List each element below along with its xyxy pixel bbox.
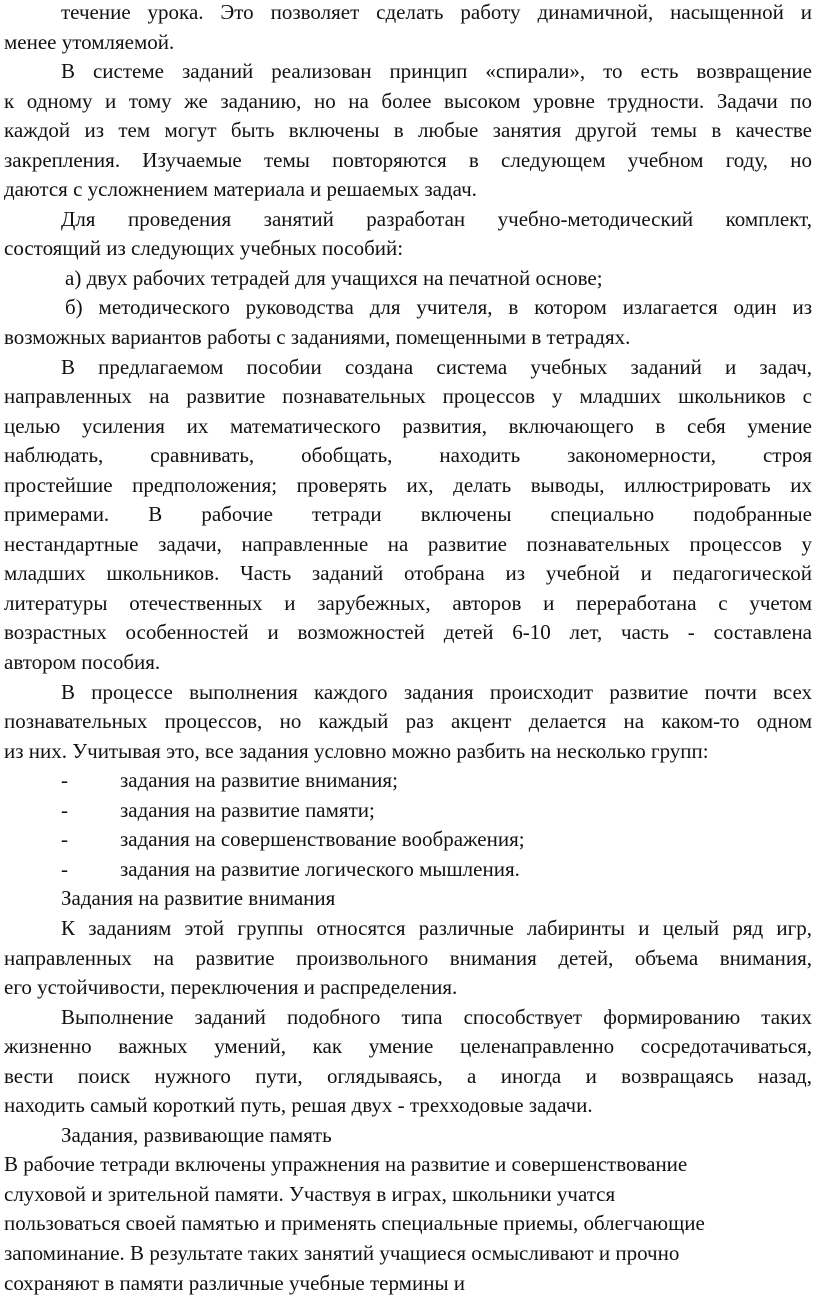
text-line: жизненно важных умений, как умение целенаправленно сосредотачиваться,	[4, 1034, 812, 1059]
text-line: течение урока. Это позволяет сделать работу динамичной, насыщенной и	[61, 0, 812, 24]
text-line: автором пособия.	[4, 650, 161, 675]
text-line: нестандартные задачи, направленные на развитие познавательных процессов у	[4, 531, 812, 556]
list-line: б) методического руководства для учителя, в котором излагается один из	[65, 295, 812, 320]
text-line: примерами. В рабочие тетради включены специально подобранные	[4, 502, 812, 527]
text-line: В рабочие тетради включены упражнения на развитие и совершенствование	[4, 1152, 688, 1177]
text-line: даются с усложнением материала и решаемых задач.	[4, 177, 477, 202]
text-line: менее утомляемой.	[4, 29, 175, 54]
list-item-text: задания на развитие памяти;	[120, 797, 375, 822]
text-line: Выполнение заданий подобного типа способствует формированию таких	[61, 1004, 812, 1029]
list-line: а) двух рабочих тетрадей для учащихся на печатной основе;	[65, 265, 603, 290]
list-dash: -	[61, 856, 68, 881]
list-item-text: задания на развитие логического мышления.	[120, 856, 520, 881]
text-line: целью усиления их математического развития, включающего в себя умение	[4, 413, 812, 438]
text-line: В системе заданий реализован принцип «спирали», то есть возвращение	[61, 59, 812, 84]
text-line: возрастных особенностей и возможностей детей 6-10 лет, часть - составлена	[4, 620, 812, 645]
text-line: каждой из тем могут быть включены в любые занятия другой темы в качестве	[4, 118, 812, 143]
list-item	[4, 855, 812, 885]
list-item	[4, 825, 812, 855]
text-line: пользоваться своей памятью и применять специальные приемы, облегчающие	[4, 1211, 705, 1236]
text-line: закрепления. Изучаемые темы повторяются в следующем учебном году, но	[4, 147, 812, 172]
text-line: к одному и тому же заданию, но на более высоком уровне трудности. Задачи по	[4, 88, 812, 113]
text-line: запоминание. В результате таких занятий учащиеся осмысливают и прочно	[4, 1240, 680, 1265]
text-line: простейшие предположения; проверять их, делать выводы, иллюстрировать их	[4, 472, 812, 497]
text-line: младших школьников. Часть заданий отобрана из учебной и педагогической	[4, 561, 812, 586]
list-dash: -	[61, 827, 68, 852]
text-line: из них. Учитывая это, все задания условно можно разбить на несколько групп:	[4, 738, 709, 763]
text-line: В предлагаемом пособии создана система учебных заданий и задач,	[61, 354, 812, 379]
list-dash: -	[61, 768, 68, 793]
text-line: В процессе выполнения каждого задания происходит развитие почти всех	[61, 679, 812, 704]
list-item	[4, 796, 812, 826]
text-line: познавательных процессов, но каждый раз акцент делается на каком-то одном	[4, 709, 812, 734]
text-line: его устойчивости, переключения и распределения.	[4, 975, 458, 1000]
list-item-text: задания на развитие внимания;	[120, 768, 398, 793]
document-page	[4, 0, 812, 1298]
section-heading: Задания на развитие внимания	[61, 886, 336, 911]
text-line: сохраняют в памяти различные учебные термины и	[4, 1270, 466, 1295]
section-heading: Задания, развивающие память	[61, 1122, 332, 1147]
text-line: находить самый короткий путь, решая двух - трехходовые задачи.	[4, 1093, 593, 1118]
text-line: состоящий из следующих учебных пособий:	[4, 236, 404, 261]
text-line: направленных на развитие произвольного внимания детей, объема внимания,	[4, 945, 812, 970]
text-line: Для проведения занятий разработан учебно-методический комплект,	[61, 206, 812, 231]
text-line: К заданиям этой группы относятся различные лабиринты и целый ряд игр,	[61, 915, 812, 940]
text-line: направленных на развитие познавательных процессов у младших школьников с	[4, 384, 812, 409]
text-line: литературы отечественных и зарубежных, авторов и переработана с учетом	[4, 590, 812, 615]
list-dash: -	[61, 797, 68, 822]
list-item	[4, 766, 812, 796]
text-line: вести поиск нужного пути, оглядываясь, а иногда и возвращаясь назад,	[4, 1063, 812, 1088]
text-line: возможных вариантов работы с заданиями, помещенными в тетрадях.	[4, 325, 631, 350]
list-item-text: задания на совершенствование воображения;	[120, 827, 525, 852]
text-line: слуховой и зрительной памяти. Участвуя в играх, школьники учатся	[4, 1181, 616, 1206]
text-line: наблюдать, сравнивать, обобщать, находить закономерности, строя	[4, 443, 812, 468]
